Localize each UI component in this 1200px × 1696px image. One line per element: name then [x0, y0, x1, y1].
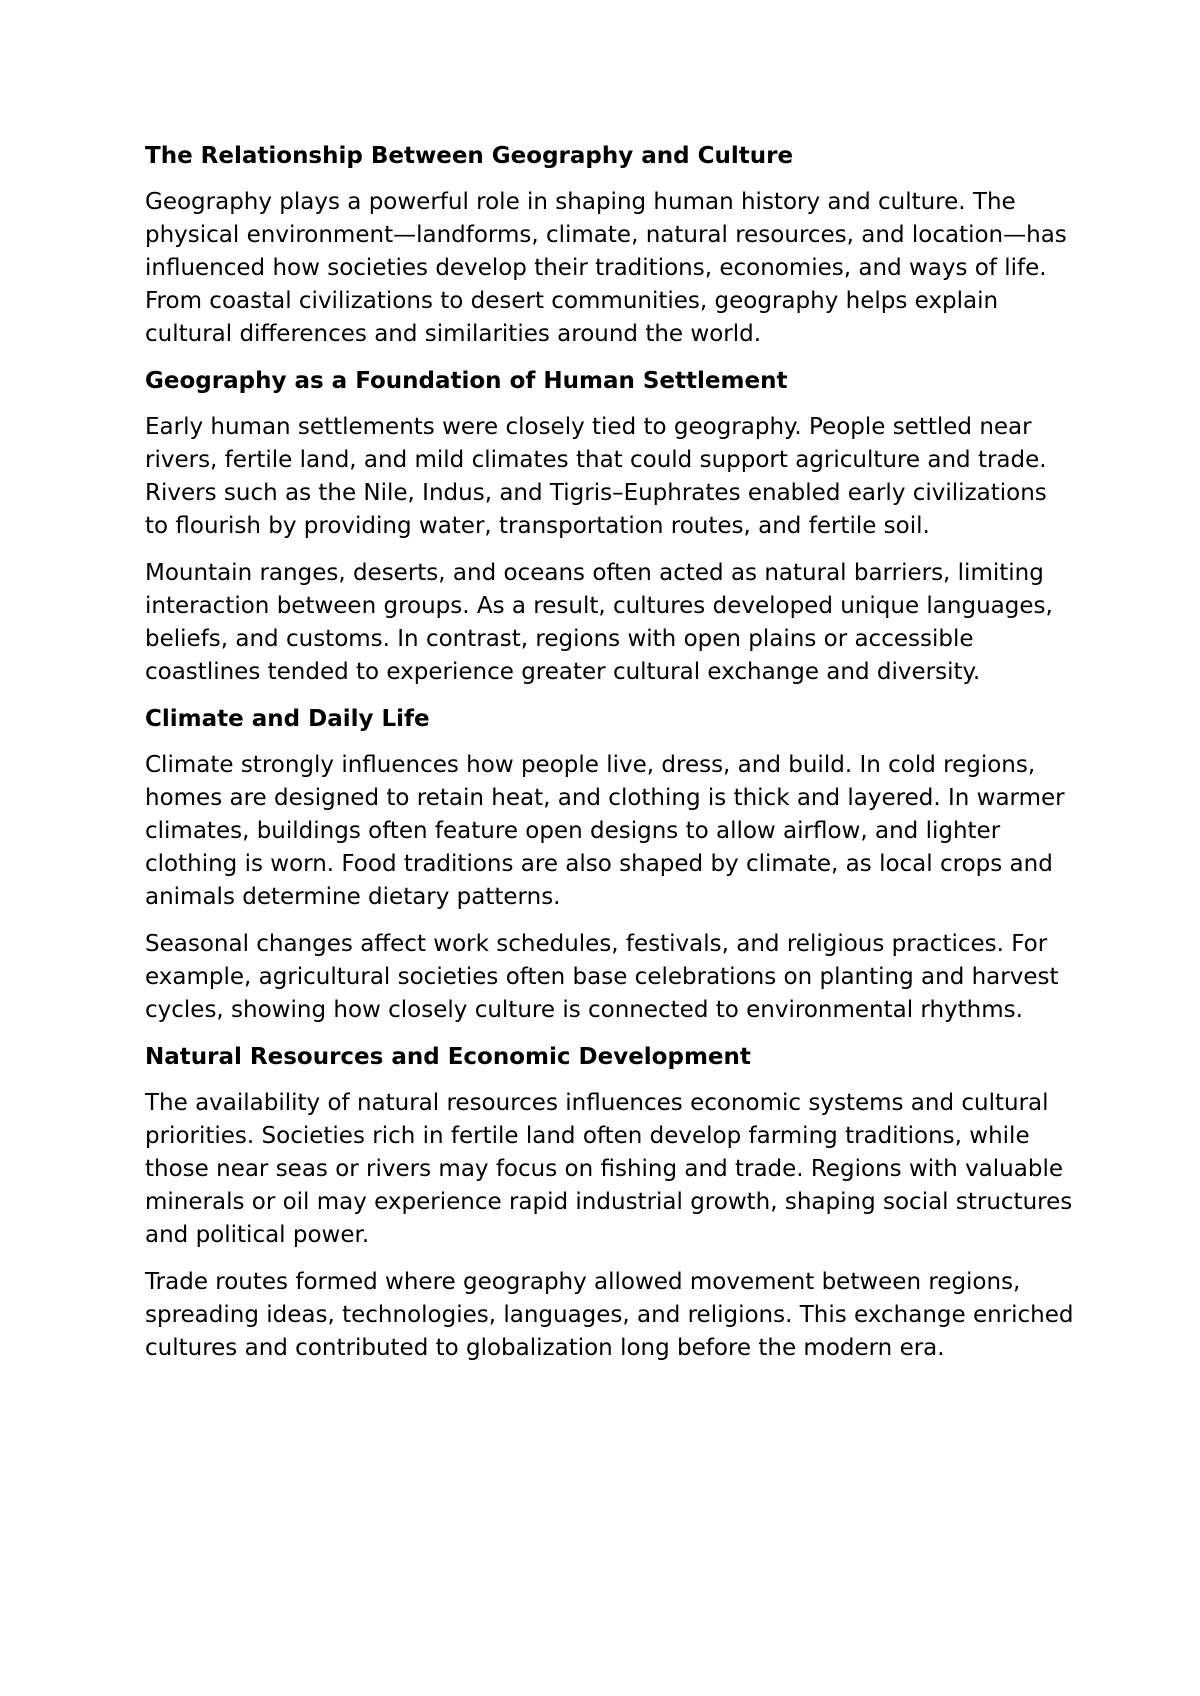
section-heading: Natural Resources and Economic Development	[145, 1044, 751, 1070]
section-paragraph: Climate strongly influences how people live, dress, and build. In cold regions, homes are designed to retain heat, and clothing is thick and layered. In warmer climates, buildings often feature open designs to allow airflow, and lighter clothing is worn. Food traditions are also shaped by climate, as local crops and animals determine dietary patterns.	[145, 752, 1065, 910]
intro-paragraph: Geography plays a powerful role in shaping human history and culture. The physical environment—landforms, climate, natural resources, and location—has influenced how societies develop their traditions, economies, and ways of life. From coastal civilizations to desert communities, geography helps explain cultural differences and similarities around the world.	[145, 189, 1067, 347]
section-heading: Geography as a Foundation of Human Settlement	[145, 368, 788, 394]
section-settlement	[145, 365, 1075, 689]
document-body	[145, 140, 1075, 1379]
section-climate	[145, 703, 1075, 1027]
section-paragraph: Early human settlements were closely tied to geography. People settled near rivers, fertile land, and mild climates that could support agriculture and trade. Rivers such as the Nile, Indus, and Tigris–Euphrates enabled early civilizations to flourish by providing water, transportation routes, and fertile soil.	[145, 414, 1047, 539]
section-heading: Climate and Daily Life	[145, 706, 430, 732]
section-paragraph: Mountain ranges, deserts, and oceans often acted as natural barriers, limiting interaction between groups. As a result, cultures developed unique languages, beliefs, and customs. In contrast, regions with open plains or accessible coastlines tended to experience greater cultural exchange and diversity.	[145, 560, 1053, 685]
section-paragraph: Seasonal changes affect work schedules, festivals, and religious practices. For example, agricultural societies often base celebrations on planting and harvest cycles, showing how closely culture is connected to environmental rhythms.	[145, 931, 1059, 1023]
section-paragraph: Trade routes formed where geography allowed movement between regions, spreading ideas, technologies, languages, and religions. This exchange enriched cultures and contributed to globalization long before the modern era.	[145, 1269, 1074, 1361]
section-resources	[145, 1041, 1075, 1365]
document-title: The Relationship Between Geography and Culture	[145, 143, 794, 169]
section-paragraph: The availability of natural resources influences economic systems and cultural priorities. Societies rich in fertile land often develop farming traditions, while those near seas or rivers may focus on fishing and trade. Regions with valuable minerals or oil may experience rapid industrial growth, shaping social structures and political power.	[145, 1090, 1073, 1248]
